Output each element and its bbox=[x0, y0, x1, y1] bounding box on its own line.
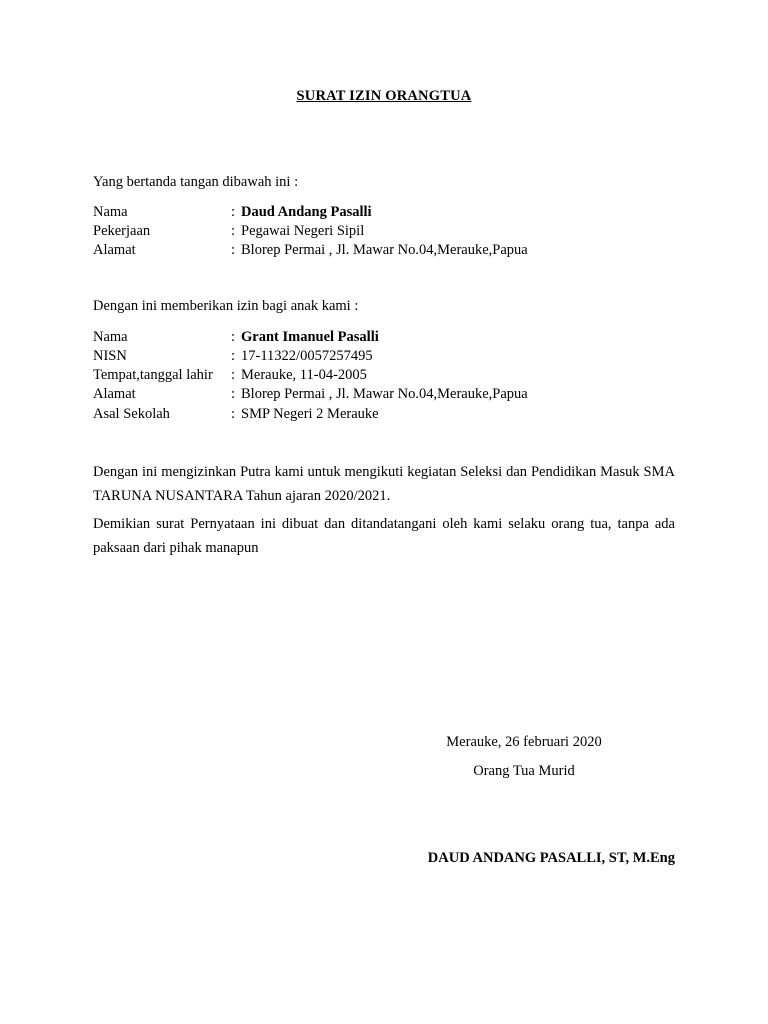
permission-paragraph: Dengan ini mengizinkan Putra kami untuk mengikuti kegiatan Seleksi dan Pendidikan Masuk SMA TARUNA NUSANTARA Tahun ajaran 2020/2021. bbox=[93, 464, 675, 504]
field-value: Pegawai Negeri Sipil bbox=[241, 223, 365, 239]
field-value: Blorep Permai , Jl. Mawar No.04,Merauke,Papua bbox=[241, 386, 528, 402]
field-separator: : bbox=[231, 386, 236, 402]
field-value: 17-11322/0057257495 bbox=[241, 348, 373, 364]
place-date: Merauke, 26 februari 2020 bbox=[446, 734, 602, 750]
parent-row-job bbox=[93, 223, 693, 242]
field-label: NISN bbox=[93, 348, 127, 364]
field-separator: : bbox=[231, 367, 236, 383]
field-label: Nama bbox=[93, 204, 128, 220]
child-row-address bbox=[93, 386, 693, 405]
parent-row-name bbox=[93, 204, 693, 223]
field-separator: : bbox=[231, 223, 236, 239]
field-value: SMP Negeri 2 Merauke bbox=[241, 406, 379, 422]
field-value: Blorep Permai , Jl. Mawar No.04,Merauke,Papua bbox=[241, 242, 528, 258]
field-value: Grant Imanuel Pasalli bbox=[241, 329, 379, 345]
child-row-birth bbox=[93, 367, 693, 386]
letter-title: SURAT IZIN ORANGTUA bbox=[296, 88, 472, 104]
field-separator: : bbox=[231, 242, 236, 258]
signer-role: Orang Tua Murid bbox=[473, 763, 575, 779]
field-separator: : bbox=[231, 329, 236, 345]
field-label: Pekerjaan bbox=[93, 223, 151, 239]
intro-parent: Yang bertanda tangan dibawah ini : bbox=[93, 174, 299, 190]
child-row-school bbox=[93, 406, 693, 425]
signer-name: DAUD ANDANG PASALLI, ST, M.Eng bbox=[427, 850, 675, 866]
field-label: Tempat,tanggal lahir bbox=[93, 367, 213, 383]
field-value: Daud Andang Pasalli bbox=[241, 204, 372, 220]
field-label: Nama bbox=[93, 329, 128, 345]
child-row-name bbox=[93, 329, 693, 348]
field-label: Asal Sekolah bbox=[93, 406, 170, 422]
field-separator: : bbox=[231, 348, 236, 364]
declaration-paragraph: Demikian surat Pernyataan ini dibuat dan ditandatangani oleh kami selaku orang tua, tanpa ada paksaan dari pihak manapun bbox=[93, 516, 675, 556]
field-value: Merauke, 11-04-2005 bbox=[241, 367, 367, 383]
child-row-nisn bbox=[93, 348, 693, 367]
field-label: Alamat bbox=[93, 386, 136, 402]
field-separator: : bbox=[231, 406, 236, 422]
intro-child: Dengan ini memberikan izin bagi anak kami : bbox=[93, 298, 359, 314]
field-separator: : bbox=[231, 204, 236, 220]
field-label: Alamat bbox=[93, 242, 136, 258]
parent-row-address bbox=[93, 242, 693, 261]
